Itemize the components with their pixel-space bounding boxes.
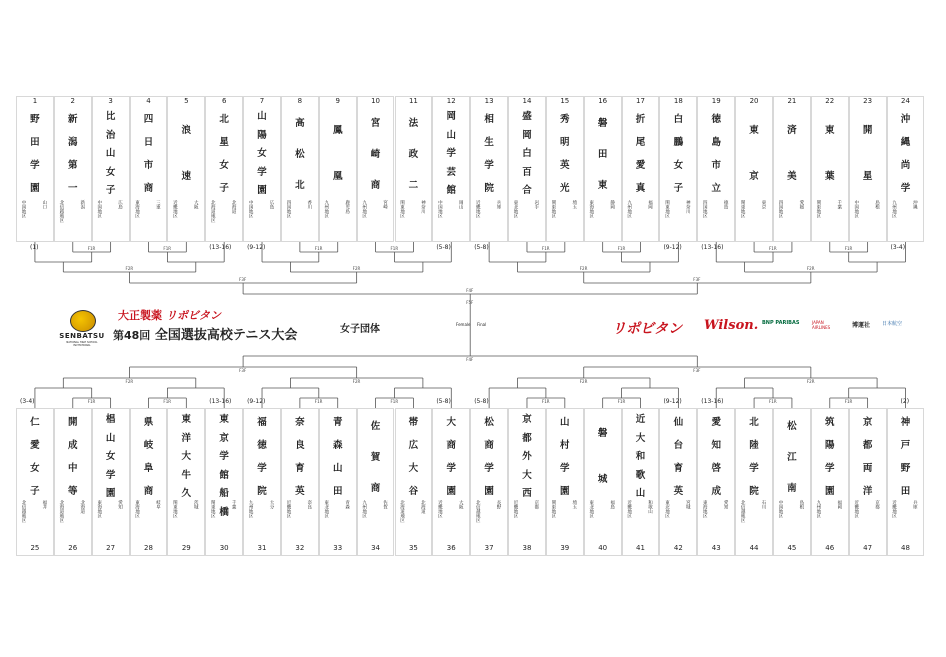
team-number: 48 <box>901 544 910 552</box>
team-region: 関東地区 <box>815 200 821 218</box>
team-prefecture: 奈良 <box>306 500 312 509</box>
team-number: 2 <box>70 97 75 105</box>
sponsor-logo-jal-jp: 日本航空 <box>882 321 903 327</box>
team-seed: (9-12) <box>247 398 266 405</box>
team-prefecture: 広島 <box>268 200 274 209</box>
team-school-name: 大 商 学 園 <box>446 417 457 497</box>
logo-text: SENBATSU <box>59 332 105 340</box>
team-region: 九州地区 <box>626 200 632 218</box>
team-school-name: 北 星 女 子 <box>219 114 229 194</box>
team-school-name: 徳 島 市 立 <box>711 114 721 194</box>
team-number: 23 <box>863 97 873 105</box>
round-label: F4F <box>466 357 474 362</box>
team-prefecture: 茨城 <box>193 500 199 509</box>
team-seed: (5-8) <box>474 398 489 405</box>
sponsor-logos <box>612 316 912 338</box>
team-region: 中国地区 <box>96 200 102 218</box>
team-prefecture: 岡山 <box>458 200 464 209</box>
logo-emblem <box>70 310 96 332</box>
team-region: 近畿地区 <box>285 500 291 518</box>
team-school-name: 帯 広 大 谷 <box>408 417 419 497</box>
team-number: 36 <box>446 544 456 552</box>
team-number: 47 <box>863 544 873 552</box>
team-school-name: 岡 山 学 芸 館 <box>446 111 457 196</box>
round-label: F1R <box>390 246 399 251</box>
team-region: 四国地区 <box>285 200 291 218</box>
team-number: 14 <box>522 97 532 105</box>
round-label: F1R <box>844 399 853 404</box>
team-school-name: 盛 岡 白 百 合 <box>522 111 532 196</box>
team-school-name: 青 森 山 田 <box>332 417 343 497</box>
team-prefecture: 埼玉 <box>571 200 577 209</box>
team-number: 11 <box>408 97 418 105</box>
team-school-name: 白 鵬 女 子 <box>673 114 684 194</box>
team-region: 東海地区 <box>134 200 140 218</box>
team-number: 7 <box>259 97 265 105</box>
team-prefecture: 宮城 <box>685 500 691 509</box>
team-prefecture: 徳島 <box>723 200 729 209</box>
team-prefecture: 福島 <box>609 500 615 509</box>
team-region: 東海地区 <box>588 200 594 218</box>
team-school-name: 四 日 市 商 <box>143 114 154 194</box>
team-school-name: 仁 愛 女 子 <box>30 417 40 497</box>
round-label: F5F <box>466 300 474 305</box>
team-prefecture: 福井 <box>41 500 47 509</box>
round-label: F1R <box>87 246 96 251</box>
round-label: F3F <box>693 277 701 282</box>
team-seed: (2) <box>900 398 910 405</box>
team-school-name: 磐 田 東 <box>597 118 608 191</box>
team-number: 43 <box>711 544 721 552</box>
team-region: 九州地区 <box>361 500 367 518</box>
team-prefecture: 神奈川 <box>420 200 426 214</box>
team-school-name: 佐 賀 商 <box>370 421 381 494</box>
round-label: F2R <box>579 266 588 271</box>
team-school-name: 松 江 南 <box>787 421 797 494</box>
team-region: 九州地区 <box>891 200 897 218</box>
team-prefecture: 山口 <box>41 200 47 209</box>
team-school-name: 神 戸 野 田 <box>900 417 911 497</box>
logo-subtext: NATIONAL HIGH SCHOOL INVITATIONAL <box>66 341 98 347</box>
team-number: 41 <box>636 544 645 552</box>
team-region: 北信越地区 <box>475 500 481 523</box>
team-seed: (13-16) <box>701 244 724 251</box>
round-label: F2R <box>579 379 588 384</box>
team-region: 中国地区 <box>21 200 26 218</box>
team-prefecture: 宮崎 <box>382 200 388 209</box>
team-prefecture: 北海道 <box>231 200 237 214</box>
team-school-name: 山 村 学 園 <box>560 417 570 497</box>
team-number: 40 <box>598 544 608 552</box>
team-prefecture: 香川 <box>306 200 312 209</box>
team-school-name: 比 治 山 女 子 <box>105 111 116 196</box>
round-label: F2R <box>352 379 361 384</box>
team-region: 北信越地区 <box>740 500 746 523</box>
round-label: F3F <box>693 368 701 373</box>
team-prefecture: 兵庫 <box>496 200 502 209</box>
team-school-name: 開 成 中 等 <box>68 417 78 497</box>
team-number: 13 <box>484 97 494 105</box>
team-region: 近畿地区 <box>513 500 519 518</box>
team-prefecture: 愛知 <box>117 500 123 509</box>
team-prefecture: 北海道 <box>420 500 426 514</box>
team-prefecture: 京都 <box>533 500 539 509</box>
team-prefecture: 東京 <box>761 200 766 209</box>
round-label: F2R <box>806 379 815 384</box>
team-region: 北信越地区 <box>21 500 26 523</box>
event-edition: 第48回 <box>113 329 151 342</box>
team-region: 九州地区 <box>323 200 329 218</box>
team-region: 近畿地区 <box>853 500 859 518</box>
team-prefecture: 千葉 <box>231 500 237 509</box>
team-number: 25 <box>30 544 40 552</box>
team-school-name: 高 松 北 <box>295 118 305 191</box>
team-seed: (9-12) <box>663 244 682 251</box>
team-school-name: 筑 陽 学 園 <box>825 417 835 497</box>
team-number: 22 <box>825 97 835 105</box>
round-label: F3F <box>239 277 247 282</box>
team-school-name: 京 都 両 洋 <box>862 417 873 497</box>
team-school-name: 鳳 凰 <box>332 125 343 182</box>
team-school-name: 奈 良 育 英 <box>295 417 305 497</box>
team-school-name: 松 商 学 園 <box>484 417 494 497</box>
team-number: 29 <box>181 544 191 552</box>
team-number: 33 <box>333 544 343 552</box>
team-prefecture: 島根 <box>874 200 880 209</box>
round-label: F1R <box>163 399 172 404</box>
sponsor-logo-wilson: Wilson. <box>704 318 759 333</box>
team-prefecture: 埼玉 <box>571 500 577 509</box>
team-number: 27 <box>106 544 116 552</box>
team-region: 近畿地区 <box>172 200 178 218</box>
team-prefecture: 福岡 <box>836 500 842 509</box>
round-label: F1R <box>163 246 172 251</box>
team-number: 9 <box>335 97 340 105</box>
team-number: 1 <box>32 97 38 105</box>
sponsor-line <box>118 307 221 323</box>
team-number: 46 <box>825 544 835 552</box>
team-prefecture: 広島 <box>117 200 123 209</box>
team-number: 15 <box>560 97 570 105</box>
team-number: 6 <box>221 97 227 105</box>
team-prefecture: 佐賀 <box>382 500 388 509</box>
team-prefecture: 愛知 <box>723 500 729 509</box>
team-school-name: 折 尾 愛 真 <box>635 114 646 194</box>
team-region: 中国地区 <box>853 200 859 218</box>
team-region: 近畿地区 <box>891 500 897 518</box>
team-number: 42 <box>673 544 683 552</box>
round-label: F1R <box>769 246 777 251</box>
event-title <box>113 324 297 343</box>
team-school-name: 新 潟 第 一 <box>68 114 78 194</box>
team-region: 関東地区 <box>172 500 178 518</box>
team-school-name: 京 都 外 大 西 <box>522 414 532 499</box>
team-number: 21 <box>787 97 797 105</box>
team-region: 関東地区 <box>664 200 670 218</box>
team-school-name: 開 星 <box>862 125 873 182</box>
team-seed: (9-12) <box>663 398 682 405</box>
team-seed: (5-8) <box>474 244 489 251</box>
team-school-name: 沖 縄 尚 学 <box>900 114 911 194</box>
team-number: 20 <box>749 97 759 105</box>
team-region: 九州地区 <box>248 500 254 518</box>
round-label: F1R <box>844 246 853 251</box>
team-number: 31 <box>257 544 267 552</box>
team-prefecture: 和歌山 <box>647 500 653 514</box>
team-prefecture: 三重 <box>155 200 161 209</box>
team-school-name: 東 葉 <box>825 125 835 182</box>
team-school-name: 椙 山 女 学 園 <box>105 414 116 499</box>
team-seed: (9-12) <box>247 244 266 251</box>
team-number: 26 <box>68 544 78 552</box>
team-school-name: 仙 台 育 英 <box>673 417 684 497</box>
team-school-name: 福 徳 学 院 <box>257 417 267 497</box>
team-prefecture: 島根 <box>798 500 804 509</box>
team-number: 34 <box>371 544 381 552</box>
team-region: 東海地区 <box>96 500 102 518</box>
female-label: Female <box>456 322 471 327</box>
team-prefecture: 大分 <box>268 500 274 509</box>
team-region: 東北地区 <box>664 500 670 518</box>
team-school-name: 県 岐 阜 商 <box>143 417 154 497</box>
team-region: 関東地区 <box>550 500 556 518</box>
team-region: 関東地区 <box>210 500 216 518</box>
team-prefecture: 神奈川 <box>685 200 691 214</box>
round-label: F1R <box>314 246 323 251</box>
team-seed: (5-8) <box>436 244 451 251</box>
team-school-name: 野 田 学 園 <box>30 114 40 194</box>
team-region: 中国地区 <box>248 200 254 218</box>
round-label: F1R <box>617 399 626 404</box>
team-number: 37 <box>484 544 494 552</box>
team-number: 3 <box>108 97 113 105</box>
team-prefecture: 鹿児島 <box>344 200 350 214</box>
team-region: 北海道地区 <box>210 200 216 223</box>
final-label: Final <box>477 322 487 327</box>
team-school-name: 浪 速 <box>181 125 192 182</box>
category-label: 女子団体 <box>340 324 380 335</box>
round-label: F4F <box>466 288 474 293</box>
team-number: 24 <box>901 97 910 105</box>
round-label: F1R <box>769 399 777 404</box>
team-seed: (5-8) <box>436 398 451 405</box>
team-region: 中国地区 <box>778 500 783 518</box>
team-school-name: 愛 知 啓 成 <box>711 417 721 497</box>
round-label: F1R <box>390 399 399 404</box>
team-prefecture: 北海道 <box>79 500 85 514</box>
team-prefecture: 沖縄 <box>912 200 918 209</box>
round-label: F1R <box>541 246 550 251</box>
team-school-name: 秀 明 英 光 <box>560 114 570 194</box>
team-seed: (13-16) <box>209 244 232 251</box>
team-prefecture: 京都 <box>874 500 880 509</box>
round-label: F2R <box>125 266 134 271</box>
team-seed: (13-16) <box>209 398 232 405</box>
round-label: F2R <box>352 266 361 271</box>
team-number: 28 <box>144 544 153 552</box>
team-prefecture: 愛媛 <box>798 200 804 209</box>
team-seed: (3-4) <box>890 244 906 251</box>
team-number: 17 <box>636 97 645 105</box>
team-region: 東海地区 <box>702 500 708 518</box>
team-school-name: 東 京 学 館 船 橋 <box>219 414 229 518</box>
round-label: F1R <box>541 399 550 404</box>
team-school-name: 山 陽 女 学 園 <box>257 111 267 196</box>
team-number: 45 <box>787 544 797 552</box>
team-school-name: 宮 崎 商 <box>370 118 381 191</box>
team-number: 30 <box>219 544 229 552</box>
team-region: 北海道地区 <box>399 500 405 523</box>
team-seed: (1) <box>30 244 39 251</box>
team-school-name: 北 陸 学 院 <box>749 417 759 497</box>
team-region: 関東地区 <box>399 200 405 218</box>
round-label: F2R <box>806 266 815 271</box>
team-school-name: 済 美 <box>787 125 797 182</box>
team-number: 10 <box>371 97 381 105</box>
event-name: 全国選抜高校テニス大会 <box>154 328 298 343</box>
team-school-name: 法 政 二 <box>408 118 419 191</box>
team-region: 四国地区 <box>702 200 708 218</box>
sponsor-logo-jal: JAPAN AIRLINES <box>812 320 831 330</box>
team-number: 12 <box>446 97 456 105</box>
team-prefecture: 青森 <box>344 500 350 509</box>
team-region: 近畿地区 <box>626 500 632 518</box>
round-label: F1R <box>314 399 323 404</box>
team-prefecture: 千葉 <box>836 200 842 209</box>
team-number: 5 <box>184 97 189 105</box>
team-seed: (3-4) <box>20 398 35 405</box>
team-prefecture: 石川 <box>761 500 766 509</box>
team-number: 4 <box>146 97 151 105</box>
sponsor-logo-bnp: BNP PARIBAS <box>762 320 800 326</box>
team-number: 16 <box>598 97 608 105</box>
team-prefecture: 福岡 <box>647 200 653 209</box>
team-school-name: 磐 城 <box>597 428 608 485</box>
team-school-name: 近 大 和 歌 山 <box>635 414 646 499</box>
round-label: F3F <box>239 368 247 373</box>
team-number: 8 <box>297 97 303 105</box>
event-logo <box>58 310 106 350</box>
team-number: 19 <box>711 97 721 105</box>
team-region: 九州地区 <box>815 500 821 518</box>
sponsor-logo-hakuunsha: 博運社 <box>852 322 871 329</box>
round-label: F1R <box>617 246 626 251</box>
team-prefecture: 大阪 <box>458 500 464 509</box>
team-school-name: 相 生 学 院 <box>484 114 494 194</box>
team-region: 東北地区 <box>323 500 329 518</box>
team-region: 北信越地区 <box>58 200 64 223</box>
sponsor-product: リポビタン <box>165 309 221 322</box>
team-number: 18 <box>673 97 683 105</box>
team-school-name: 東 洋 大 牛 久 <box>181 414 192 499</box>
team-prefecture: 長野 <box>496 500 502 509</box>
round-label: F2R <box>125 379 134 384</box>
team-prefecture: 新潟 <box>79 200 85 209</box>
round-label: F1R <box>87 399 96 404</box>
team-prefecture: 岩手 <box>533 200 539 209</box>
team-prefecture: 岐阜 <box>155 500 161 509</box>
team-number: 35 <box>408 544 418 552</box>
team-region: 関東地区 <box>550 200 556 218</box>
team-region: 北海道地区 <box>58 500 64 523</box>
team-region: 近畿地区 <box>437 500 443 518</box>
team-number: 39 <box>560 544 570 552</box>
team-region: 関東地区 <box>740 200 746 218</box>
team-prefecture: 兵庫 <box>912 500 918 509</box>
team-region: 東北地区 <box>513 200 519 218</box>
team-number: 38 <box>522 544 532 552</box>
team-region: 近畿地区 <box>475 200 481 218</box>
team-number: 32 <box>295 544 305 552</box>
team-region: 中国地区 <box>437 200 443 218</box>
team-region: 四国地区 <box>778 200 783 218</box>
team-school-name: 東 京 <box>749 125 759 182</box>
team-number: 44 <box>749 544 759 552</box>
sponsor-logo-lipovitan: リポビタン <box>612 321 682 337</box>
team-prefecture: 大阪 <box>193 200 199 209</box>
team-region: 東北地区 <box>588 500 594 518</box>
sponsor-name: 大正製薬 <box>118 309 162 322</box>
team-region: 東海地区 <box>134 500 140 518</box>
team-prefecture: 静岡 <box>609 200 615 209</box>
team-region: 九州地区 <box>361 200 367 218</box>
team-seed: (13-16) <box>701 398 724 405</box>
